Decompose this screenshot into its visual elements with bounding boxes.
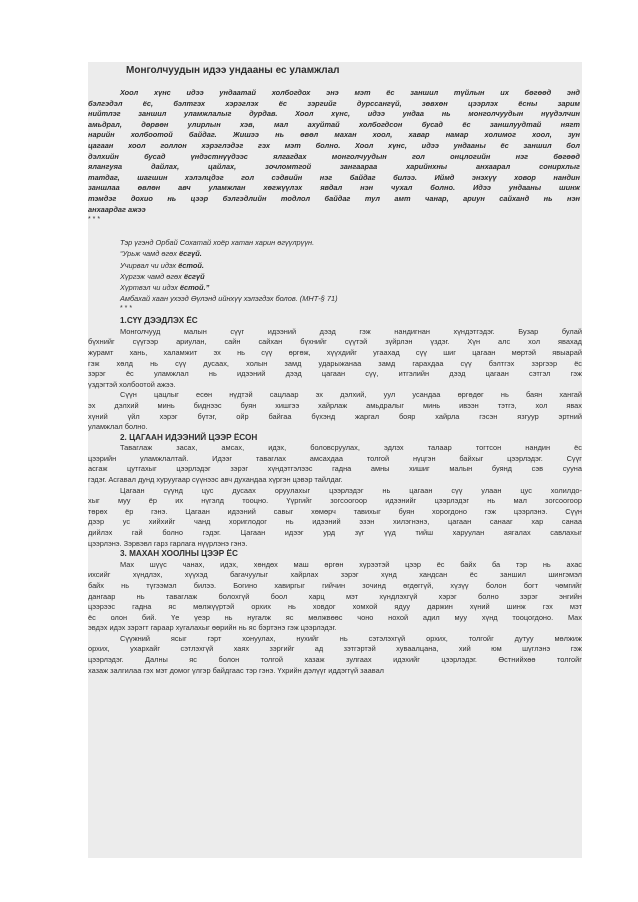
paragraph-line: төрөх ёр гэнэ. Цагаан идээний савыг хөмөрч тавихыг буян хорогдоно гэж цээрлэнэ. Сүүн bbox=[88, 506, 582, 516]
verse-line bbox=[120, 293, 582, 304]
verse-line bbox=[120, 237, 582, 248]
verse-text: “Урьж чамд өгөх bbox=[120, 249, 179, 259]
intro-line: тэмдэг дохио нь цээр бэлгэдлийн тодлол байдаг тул амт чанар, ариун сайханд нь нэн bbox=[88, 193, 580, 203]
paragraph-line: цээрээс гадна яс мөлжүүртэй орхих нь ховдог хомхой ядуу даржин хүний шинж гэх мэт bbox=[88, 602, 582, 612]
intro-line: заншлаа өвлөн авч уламжлан хөгжүүлэх явдал нэн чухал болно. Идээ ундааны шинж bbox=[88, 183, 580, 193]
paragraph-line: Сүүжний ясыг гэрт хонуулах, нухийг нь сэтэлэхгүй орхих, толгойг дутуу мөлжиж bbox=[120, 633, 582, 643]
intro-line: дэлхийн бусад үндэстнүүдээс ялгагдах монголчуудын гол онцлогийн нэг бөгөөд bbox=[88, 151, 580, 161]
paragraph-line: дээр ус хийхийг чанд хориглодог нь идээний эзэн хилэгнэнэ, цагаан санааг хар санаа bbox=[88, 517, 582, 527]
paragraph-line: гэдэг. Асгавал дунд хуруугаар сүүнээс авч духандаа хүргэн цэвэр тайлдаг. bbox=[88, 475, 343, 485]
verse-emphasis: ёсгүй. bbox=[179, 249, 202, 259]
section-paragraph bbox=[88, 390, 582, 432]
paragraph-line: Цагаан сүүнд цус дусаах оруулахыг цээрлэдэг нь цагаан сүү улаан цус холилдо- bbox=[120, 485, 582, 495]
paragraph-line: Монголчууд малын сүүг идээний дээд гэж нандигнан хүндэтгэдэг. Бузар булай bbox=[120, 326, 582, 336]
section-title: 2. ЦАГААН ИДЭЭНИЙ ЦЭЭР ЁСОН bbox=[120, 432, 258, 442]
paragraph-line: асгаж цутгахыг цээрлэдэг зэрэг хүндэтгэлээс гадна амны хишиг малын буянд сэв сууна bbox=[88, 464, 582, 474]
section-title: 1.СҮҮ ДЭЭДЛЭХ ЁС bbox=[120, 316, 198, 326]
paragraph-line: эвдэх идэх зэрэгт гараар хугалахыг өөрийн нь яс бэртэнэ гэж цээрлэдэг. bbox=[88, 623, 337, 633]
intro-line: цагаан хоол голлон хэрэглэдэг гэх мэт болно. Хоол хүнс, идээ ундааны ёс заншил бол bbox=[88, 140, 580, 150]
paragraph-line: байх нь түгээмэл билээ. Богино хавиргыг гийчин зочинд өгдөггүй, хүзүү болон богт чөмгийг bbox=[88, 580, 582, 590]
verse-emphasis: ёстой. bbox=[178, 260, 204, 270]
verse-emphasis: ёстой.” bbox=[179, 282, 210, 292]
paragraph-line: үздэгтэй холбоотой ажээ. bbox=[88, 379, 176, 389]
paragraph-line: эх дэлхий минь биднээс буян хишгээ хайрлаж амьдралыг минь ивээн тэтгэ, хол явах bbox=[88, 401, 582, 410]
intro-line: анхаардаг ажээ bbox=[88, 204, 146, 214]
verse-line bbox=[120, 271, 582, 282]
section-paragraph bbox=[88, 327, 582, 391]
paragraph-line: дийлэх гай болно гэдэг. Цагаан идээг урд зүг үүд тийш харуулан аягалах савлахыг bbox=[88, 528, 582, 538]
verse-line bbox=[120, 248, 582, 259]
intro-line: Хоол хүнс идээ ундаатай холбогдох энэ мэт ёс заншил түйлын их бөгөөд энд bbox=[120, 88, 580, 97]
intro-line: татдаг, шагшин хэлэлцдэг гол сэдвийн нэг байдаг билээ. Иймд энэхүү ховор нандин bbox=[88, 172, 580, 182]
paragraph-line: хазаж залгилаа гэх мэт домог үлгэр байдгаас тэр гэнэ. Үхрийн дэлүүг иддэггүй заавал bbox=[88, 665, 384, 675]
paragraph-line: Мах шүүс чанах, идэх, хөндөх маш өргөн хүрээтэй цээр ёс байх ба тэр нь ахас bbox=[120, 559, 582, 569]
paragraph-line: ихсийг хүндлэх, хүүхэд багачуулыг хайрлах зэрэг хүнд хандсан ёс заншил шингэмэл bbox=[88, 570, 582, 580]
paragraph-line: ёс олон бий. Үе үеэр нь нугалж яс мөлжвөөс чоно нохой адил муу хүнд тооцогдоно. Мах bbox=[88, 612, 582, 622]
section-paragraph bbox=[88, 634, 582, 676]
intro-paragraph bbox=[88, 88, 582, 215]
verse-text: Амбахай хаан ухээд Өүлэнд ийнхүү хэлэгдэх болов. (МНТ-§ 71) bbox=[120, 294, 338, 304]
intro-line: бэлгэдэл ёс, бэлтгэх хэрэглэх ёс зэргийг дурссангүй, зөвхөн цээрлэх ёсны зарим bbox=[88, 98, 580, 108]
section-paragraph bbox=[88, 486, 582, 550]
intro-line: нийтлэг заншил уламжлалыг дурдав. Хоол хүнс, идээ ундаа нь монголчуудын нүүдэлчин bbox=[88, 109, 580, 119]
verse-line bbox=[120, 260, 582, 271]
document-page bbox=[88, 62, 582, 858]
verse-text: Хүргэж чамд өгөх bbox=[120, 271, 184, 281]
paragraph-line: Таваглаж засах, амсах, идэх, боловсруулах, эдлэх талаар тогтсон нандин ёс bbox=[120, 443, 582, 453]
paragraph-line: журамт хань, халамжит эх нь сүү өргөж, хүүхдийг угаахад сүү шиг цагаан мөртэй явыарай bbox=[88, 348, 582, 358]
paragraph-line: гэж хөлд нь сүү дусаах, холын замд ударыжанаа замд гарахдаа сүү бэлтгэх зэргээр ёс bbox=[88, 358, 582, 368]
document-title: Монголчуудын идээ ундааны ес уламжлал bbox=[126, 65, 340, 76]
verse-text: Хүртвэл чи идэх bbox=[120, 282, 180, 292]
section-title: 3. МАХАН ХООЛНЫ ЦЭЭР ЁС bbox=[120, 549, 238, 559]
verse-line bbox=[120, 282, 582, 293]
paragraph-line: орхих, ухархайг сэтлэхгүй хаях зэргийг ад зэтгэртэй хуваалцана, хий юм шүглэнэ гэж bbox=[88, 644, 582, 654]
section-paragraph bbox=[88, 560, 582, 634]
verse-text: Учирвал чи идэх bbox=[120, 260, 179, 270]
section-separator: * * * bbox=[120, 305, 133, 313]
paragraph-line: Сүүн цацлыг есөн нүдтэй сацлаар эх дэлхий, уул усандаа өргөдөг нь баян хангай bbox=[120, 390, 582, 400]
sections-container bbox=[88, 316, 582, 676]
paragraph-line: цээрлэнэ. Зэрвэвл гарз гарлага нүүрлэнэ гэнэ. bbox=[88, 538, 248, 548]
intro-line: амьдрал, дөрвөн улирлын хэв, мал ахуйтай холбогдсон бусад ёс заншлуудтай нягт bbox=[88, 119, 580, 129]
intro-line: ялангуяа дайлах, цайлах, зочломтгой зангаараа харийнхны анхаарал сонирхлыг bbox=[88, 162, 580, 172]
paragraph-line: цээрийн уламжлалтай. Идээг таваглах амсахдаа толгой нүцгэн байхыг цээрлэдэг. Сүүг bbox=[88, 453, 582, 463]
paragraph-line: цээрлэдэг. Далны яс болон толгой хазаж зулгаах идэхийг цээрлэдэг. Өстнийхөө толгойг bbox=[88, 655, 582, 665]
paragraph-line: хыг муу ёр их нүгэлд тооцно. Үүргийг зогсоогоор идээнийг цээрлэдэг нь мал зогсоогоор bbox=[88, 496, 582, 506]
paragraph-line: хүний үйл хэрэг бүтэг, ойр байгаа бүхэнд жаргал бояр хайрла гэсэн язгуур эртний bbox=[88, 411, 582, 421]
paragraph-line: уламжлал болно. bbox=[88, 422, 148, 432]
paragraph-line: бүхнийг сүүгээр ариулан, сайн сайхан бүхнийг сүүтэй зүйрлэн үздэг. Хүн алс хол явахад bbox=[88, 337, 582, 347]
intro-line: нарийн холбоотой байдаг. Жишээ нь өвөл махан хоол, хавар намар холимог хоол, зун bbox=[88, 130, 580, 140]
paragraph-line: дангаар нь таваглаж болохгүй боол харц мэт хүндлэхгүй хэрэг болно зэрэг энгийн bbox=[88, 591, 582, 601]
paragraph-line: зэрэг ёс уламжлал нь идээний дээд цагаан сүү, итгэлийн дээд цагаан сэтгэл гэж bbox=[88, 369, 582, 379]
section-paragraph bbox=[88, 443, 582, 485]
section-separator: * * * bbox=[88, 216, 101, 224]
verse-text: Тэр үгэнд Орбай Сохатай хоёр хатан харин өгүүлрүүн. bbox=[120, 238, 315, 248]
verse-emphasis: ёсгүй bbox=[183, 271, 205, 281]
verse-quote bbox=[88, 237, 582, 304]
